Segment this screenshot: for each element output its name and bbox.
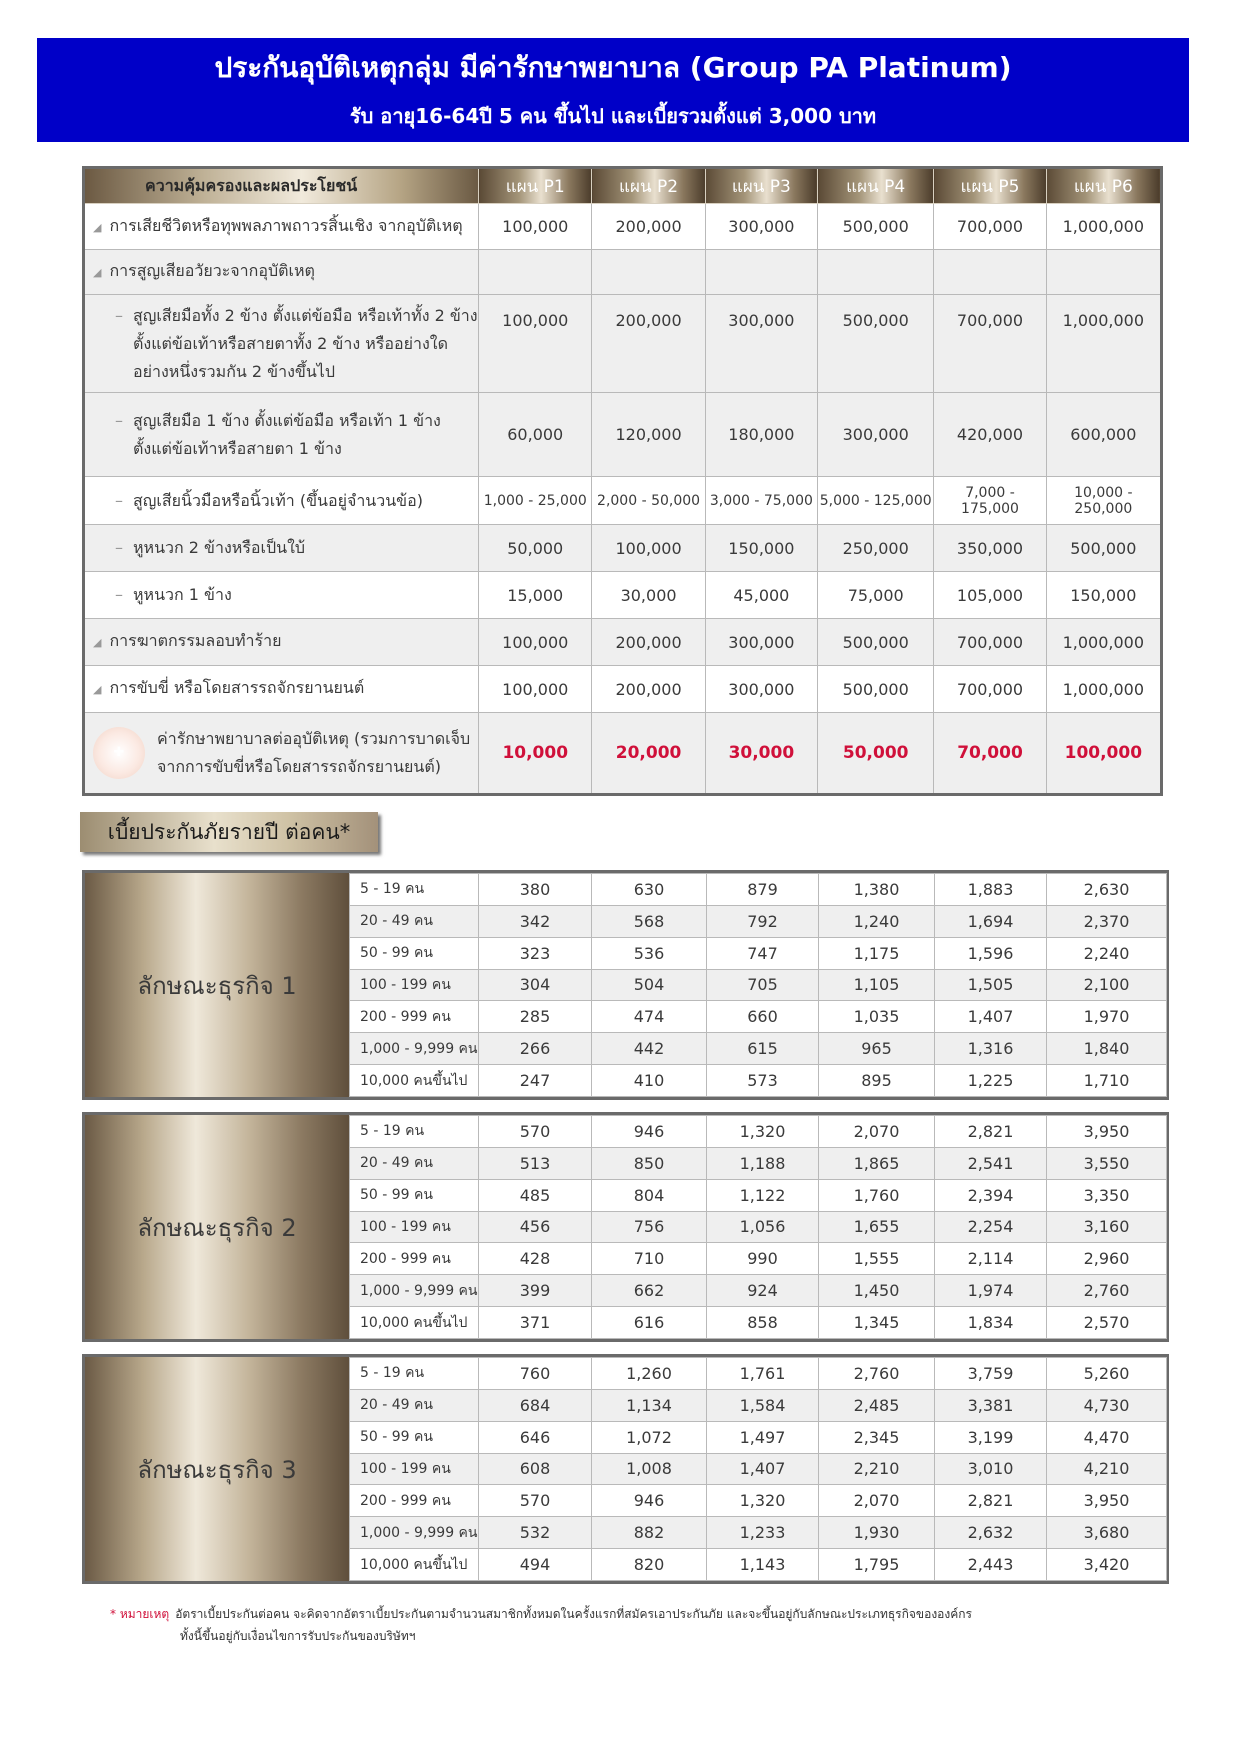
premium-cell: 1,105 — [819, 969, 935, 1001]
premium-cell: 1,694 — [935, 905, 1047, 937]
premium-cell: 858 — [707, 1307, 819, 1339]
premium-cell: 2,070 — [819, 1116, 935, 1148]
premium-cell: 3,420 — [1047, 1549, 1167, 1581]
premium-block-2 — [82, 1112, 1169, 1342]
premium-cell: 323 — [479, 937, 592, 969]
coverage-cell: 1,000,000 — [1046, 619, 1161, 666]
premium-table — [349, 1357, 1167, 1581]
coverage-cell: 600,000 — [1046, 393, 1161, 477]
premium-cell: 1,970 — [1047, 1001, 1167, 1033]
business-type-label: ลักษณะธุรกิจ 2 — [85, 1115, 349, 1339]
premium-cell: 1,316 — [935, 1033, 1047, 1065]
coverage-cell: 10,000 - 250,000 — [1046, 477, 1161, 525]
premium-cell: 616 — [592, 1307, 707, 1339]
premium-table — [349, 1115, 1167, 1339]
premium-cell: 2,100 — [1047, 969, 1167, 1001]
member-band-label: 50 - 99 คน — [350, 1421, 479, 1453]
coverage-cell: 1,000 - 25,000 — [479, 477, 592, 525]
premium-row — [350, 937, 1167, 969]
premium-cell: 2,070 — [819, 1485, 935, 1517]
plan-header: แผน P3 — [705, 168, 817, 204]
coverage-cell: 105,000 — [934, 572, 1046, 619]
coverage-cell: 180,000 — [705, 393, 817, 477]
premium-cell: 1,380 — [819, 874, 935, 906]
premium-cell: 1,710 — [1047, 1065, 1167, 1097]
footnote-marker: * หมายเหตุ — [110, 1607, 170, 1621]
coverage-header-label: ความคุ้มครองและผลประโยชน์ — [84, 168, 479, 204]
coverage-cell: 300,000 — [705, 204, 817, 250]
premium-cell: 608 — [479, 1453, 592, 1485]
premium-cell: 285 — [479, 1001, 592, 1033]
premium-cell: 1,122 — [707, 1179, 819, 1211]
premium-row — [350, 1549, 1167, 1581]
coverage-cell: 500,000 — [818, 619, 934, 666]
premium-cell: 568 — [592, 905, 707, 937]
coverage-label: หูหนวก 2 ข้างหรือเป็นใบ้ — [133, 538, 306, 557]
premium-cell: 247 — [479, 1065, 592, 1097]
premium-cell: 3,350 — [1047, 1179, 1167, 1211]
coverage-cell: 50,000 — [479, 525, 592, 572]
coverage-header-row — [84, 168, 1162, 204]
premium-cell: 1,008 — [592, 1453, 707, 1485]
premium-cell: 1,407 — [707, 1453, 819, 1485]
premium-cell: 630 — [592, 874, 707, 906]
premium-cell: 1,072 — [592, 1421, 707, 1453]
premium-cell: 946 — [592, 1116, 707, 1148]
premium-cell: 1,497 — [707, 1421, 819, 1453]
premium-cell: 3,550 — [1047, 1147, 1167, 1179]
premium-cell: 4,730 — [1047, 1389, 1167, 1421]
premium-cell: 879 — [707, 874, 819, 906]
premium-cell: 410 — [592, 1065, 707, 1097]
premium-cell: 1,795 — [819, 1549, 935, 1581]
coverage-cell — [934, 250, 1046, 295]
coverage-cell: 10,000 — [479, 713, 592, 795]
premium-cell: 2,570 — [1047, 1307, 1167, 1339]
premium-cell: 536 — [592, 937, 707, 969]
member-band-label: 10,000 คนขึ้นไป — [350, 1549, 479, 1581]
member-band-label: 200 - 999 คน — [350, 1485, 479, 1517]
premium-cell: 1,233 — [707, 1517, 819, 1549]
premium-cell: 485 — [479, 1179, 592, 1211]
premium-cell: 615 — [707, 1033, 819, 1065]
triangle-icon: ◢ — [93, 636, 102, 649]
premium-cell: 924 — [707, 1275, 819, 1307]
dash-icon: – — [115, 305, 123, 325]
coverage-cell: 350,000 — [934, 525, 1046, 572]
premium-cell: 1,761 — [707, 1358, 819, 1390]
premium-cell: 2,114 — [935, 1243, 1047, 1275]
dash-icon: – — [115, 585, 123, 604]
member-band-label: 100 - 199 คน — [350, 1453, 479, 1485]
coverage-cell: 1,000,000 — [1046, 295, 1161, 393]
premium-row — [350, 1211, 1167, 1243]
coverage-cell: 500,000 — [818, 666, 934, 713]
plan-header: แผน P1 — [479, 168, 592, 204]
coverage-label: การเสียชีวิตหรือทุพพลภาพถาวรสิ้นเชิง จากอุบัติเหตุ — [109, 215, 463, 235]
coverage-cell — [592, 250, 705, 295]
premium-cell: 3,950 — [1047, 1485, 1167, 1517]
premium-cell: 804 — [592, 1179, 707, 1211]
coverage-label: การสูญเสียอวัยวะจากอุบัติเหตุ — [109, 261, 315, 280]
member-band-label: 50 - 99 คน — [350, 937, 479, 969]
premium-cell: 494 — [479, 1549, 592, 1581]
coverage-cell: 700,000 — [934, 295, 1046, 393]
member-band-label: 5 - 19 คน — [350, 1358, 479, 1390]
premium-cell: 1,596 — [935, 937, 1047, 969]
plan-header: แผน P4 — [818, 168, 934, 204]
dash-icon: – — [115, 410, 123, 430]
coverage-cell: 3,000 - 75,000 — [705, 477, 817, 525]
coverage-cell: 100,000 — [1046, 713, 1161, 795]
coverage-cell: 45,000 — [705, 572, 817, 619]
business-type-label: ลักษณะธุรกิจ 3 — [85, 1357, 349, 1581]
premium-cell: 570 — [479, 1116, 592, 1148]
premium-cell: 1,345 — [819, 1307, 935, 1339]
plan-header: แผน P2 — [592, 168, 705, 204]
coverage-label: สูญเสียนิ้วมือหรือนิ้วเท้า (ขึ้นอยู่จำนวนข้อ) — [133, 490, 423, 510]
coverage-cell: 5,000 - 125,000 — [818, 477, 934, 525]
member-band-label: 10,000 คนขึ้นไป — [350, 1065, 479, 1097]
premium-cell: 1,505 — [935, 969, 1047, 1001]
premium-cell: 1,260 — [592, 1358, 707, 1390]
premium-cell: 1,883 — [935, 874, 1047, 906]
footnote — [110, 1603, 972, 1647]
premium-cell: 371 — [479, 1307, 592, 1339]
premium-cell: 456 — [479, 1211, 592, 1243]
premium-cell: 266 — [479, 1033, 592, 1065]
premium-cell: 3,759 — [935, 1358, 1047, 1390]
coverage-label: การขับขี่ หรือโดยสารรถจักรยานยนต์ — [109, 678, 365, 697]
premium-cell: 474 — [592, 1001, 707, 1033]
premium-cell: 5,260 — [1047, 1358, 1167, 1390]
premium-cell: 2,821 — [935, 1116, 1047, 1148]
premium-cell: 442 — [592, 1033, 707, 1065]
premium-cell: 2,541 — [935, 1147, 1047, 1179]
premium-cell: 2,345 — [819, 1421, 935, 1453]
coverage-cell: 60,000 — [479, 393, 592, 477]
member-band-label: 10,000 คนขึ้นไป — [350, 1307, 479, 1339]
premium-row — [350, 1033, 1167, 1065]
coverage-cell: 500,000 — [818, 295, 934, 393]
premium-cell: 532 — [479, 1517, 592, 1549]
premium-cell: 428 — [479, 1243, 592, 1275]
premium-cell: 1,930 — [819, 1517, 935, 1549]
coverage-cell: 20,000 — [592, 713, 705, 795]
premium-cell: 660 — [707, 1001, 819, 1033]
premium-row — [350, 905, 1167, 937]
member-band-label: 1,000 - 9,999 คน — [350, 1517, 479, 1549]
premium-cell: 2,485 — [819, 1389, 935, 1421]
premium-cell: 1,035 — [819, 1001, 935, 1033]
premium-cell: 3,381 — [935, 1389, 1047, 1421]
coverage-cell: 700,000 — [934, 666, 1046, 713]
dash-icon: – — [115, 538, 123, 557]
coverage-cell: 200,000 — [592, 204, 705, 250]
coverage-label: การฆาตกรรมลอบทำร้าย — [109, 631, 282, 650]
premium-cell: 380 — [479, 874, 592, 906]
premium-cell: 2,630 — [1047, 874, 1167, 906]
coverage-row — [84, 572, 1162, 619]
coverage-row — [84, 713, 1162, 795]
premium-cell: 2,821 — [935, 1485, 1047, 1517]
coverage-cell: 250,000 — [818, 525, 934, 572]
member-band-label: 100 - 199 คน — [350, 1211, 479, 1243]
member-band-label: 50 - 99 คน — [350, 1179, 479, 1211]
premium-cell: 882 — [592, 1517, 707, 1549]
premium-row — [350, 1179, 1167, 1211]
coverage-cell: 2,000 - 50,000 — [592, 477, 705, 525]
premium-cell: 2,960 — [1047, 1243, 1167, 1275]
coverage-label: หูหนวก 1 ข้าง — [133, 585, 232, 604]
coverage-row — [84, 393, 1162, 477]
coverage-cell: 100,000 — [479, 666, 592, 713]
coverage-cell: 200,000 — [592, 295, 705, 393]
business-type-label: ลักษณะธุรกิจ 1 — [85, 873, 349, 1097]
coverage-cell: 150,000 — [1046, 572, 1161, 619]
coverage-row — [84, 204, 1162, 250]
coverage-cell — [1046, 250, 1161, 295]
premium-cell: 570 — [479, 1485, 592, 1517]
coverage-cell — [818, 250, 934, 295]
premium-cell: 3,010 — [935, 1453, 1047, 1485]
premium-cell: 4,210 — [1047, 1453, 1167, 1485]
premium-row — [350, 1389, 1167, 1421]
coverage-cell: 300,000 — [705, 666, 817, 713]
medical-icon: ✚ — [93, 727, 145, 779]
premium-row — [350, 1275, 1167, 1307]
premium-cell: 4,470 — [1047, 1421, 1167, 1453]
coverage-cell: 700,000 — [934, 204, 1046, 250]
premium-cell: 504 — [592, 969, 707, 1001]
premium-cell: 990 — [707, 1243, 819, 1275]
premium-row — [350, 1517, 1167, 1549]
premium-cell: 573 — [707, 1065, 819, 1097]
footnote-line-1: อัตราเบี้ยประกันต่อคน จะคิดจากอัตราเบี้ยประกันตามจำนวนสมาชิกทั้งหมดในครั้งแรกที่สมัครเอาประกันภัย และจะขึ้นอยู่กับลักษณะประเภทธุรกิจขององค์กร — [175, 1607, 972, 1621]
premium-cell: 3,950 — [1047, 1116, 1167, 1148]
premium-cell: 2,370 — [1047, 905, 1167, 937]
premium-cell: 1,225 — [935, 1065, 1047, 1097]
premium-cell: 3,680 — [1047, 1517, 1167, 1549]
coverage-cell: 7,000 - 175,000 — [934, 477, 1046, 525]
member-band-label: 200 - 999 คน — [350, 1243, 479, 1275]
premium-cell: 1,450 — [819, 1275, 935, 1307]
premium-cell: 399 — [479, 1275, 592, 1307]
premium-cell: 1,134 — [592, 1389, 707, 1421]
premium-cell: 2,240 — [1047, 937, 1167, 969]
member-band-label: 1,000 - 9,999 คน — [350, 1033, 479, 1065]
premium-section-title: เบี้ยประกันภัยรายปี ต่อคน* — [80, 812, 378, 852]
plan-header: แผน P5 — [934, 168, 1046, 204]
premium-cell: 1,760 — [819, 1179, 935, 1211]
premium-cell: 2,443 — [935, 1549, 1047, 1581]
triangle-icon: ◢ — [93, 266, 102, 279]
premium-cell: 342 — [479, 905, 592, 937]
premium-row — [350, 969, 1167, 1001]
premium-table — [349, 873, 1167, 1097]
member-band-label: 100 - 199 คน — [350, 969, 479, 1001]
coverage-cell: 300,000 — [705, 295, 817, 393]
premium-cell: 3,199 — [935, 1421, 1047, 1453]
premium-cell: 1,240 — [819, 905, 935, 937]
page-title: ประกันอุบัติเหตุกลุ่ม มีค่ารักษาพยาบาล (Group PA Platinum) — [214, 51, 1012, 84]
premium-cell: 684 — [479, 1389, 592, 1421]
coverage-cell: 100,000 — [479, 295, 592, 393]
premium-cell: 792 — [707, 905, 819, 937]
coverage-cell: 100,000 — [592, 525, 705, 572]
premium-row — [350, 874, 1167, 906]
coverage-row — [84, 250, 1162, 295]
premium-cell: 965 — [819, 1033, 935, 1065]
member-band-label: 20 - 49 คน — [350, 1389, 479, 1421]
member-band-label: 5 - 19 คน — [350, 1116, 479, 1148]
premium-cell: 1,407 — [935, 1001, 1047, 1033]
title-banner — [37, 38, 1189, 142]
premium-cell: 895 — [819, 1065, 935, 1097]
premium-cell: 710 — [592, 1243, 707, 1275]
page-subtitle: รับ อายุ16-64ปี 5 คน ขึ้นไป และเบี้ยรวมตั้งแต่ 3,000 บาท — [349, 104, 877, 128]
premium-cell: 2,632 — [935, 1517, 1047, 1549]
premium-cell: 1,320 — [707, 1116, 819, 1148]
coverage-cell: 1,000,000 — [1046, 666, 1161, 713]
premium-row — [350, 1453, 1167, 1485]
coverage-cell: 300,000 — [818, 393, 934, 477]
member-band-label: 20 - 49 คน — [350, 1147, 479, 1179]
premium-cell: 1,056 — [707, 1211, 819, 1243]
coverage-cell: 500,000 — [818, 204, 934, 250]
premium-row — [350, 1485, 1167, 1517]
premium-cell: 1,974 — [935, 1275, 1047, 1307]
member-band-label: 1,000 - 9,999 คน — [350, 1275, 479, 1307]
premium-cell: 760 — [479, 1358, 592, 1390]
coverage-cell: 150,000 — [705, 525, 817, 572]
premium-cell: 756 — [592, 1211, 707, 1243]
premium-cell: 1,143 — [707, 1549, 819, 1581]
coverage-row — [84, 666, 1162, 713]
premium-row — [350, 1421, 1167, 1453]
member-band-label: 20 - 49 คน — [350, 905, 479, 937]
coverage-cell: 700,000 — [934, 619, 1046, 666]
coverage-cell: 300,000 — [705, 619, 817, 666]
premium-cell: 1,188 — [707, 1147, 819, 1179]
premium-cell: 513 — [479, 1147, 592, 1179]
coverage-table — [82, 166, 1163, 796]
coverage-row — [84, 295, 1162, 393]
premium-cell: 646 — [479, 1421, 592, 1453]
premium-cell: 820 — [592, 1549, 707, 1581]
premium-row — [350, 1116, 1167, 1148]
premium-cell: 1,840 — [1047, 1033, 1167, 1065]
premium-cell: 2,394 — [935, 1179, 1047, 1211]
coverage-cell — [479, 250, 592, 295]
coverage-row — [84, 619, 1162, 666]
premium-cell: 705 — [707, 969, 819, 1001]
coverage-label: ค่ารักษาพยาบาลต่ออุบัติเหตุ (รวมการบาดเจ็บ จากการขับขี่หรือโดยสารรถจักรยานยนต์) — [157, 729, 471, 776]
premium-cell: 662 — [592, 1275, 707, 1307]
member-band-label: 200 - 999 คน — [350, 1001, 479, 1033]
coverage-cell: 30,000 — [705, 713, 817, 795]
premium-block-3 — [82, 1354, 1169, 1584]
triangle-icon: ◢ — [93, 220, 102, 234]
coverage-cell: 100,000 — [479, 619, 592, 666]
dash-icon: – — [115, 490, 123, 510]
premium-cell: 1,555 — [819, 1243, 935, 1275]
coverage-cell: 30,000 — [592, 572, 705, 619]
premium-row — [350, 1243, 1167, 1275]
premium-cell: 747 — [707, 937, 819, 969]
coverage-cell: 50,000 — [818, 713, 934, 795]
premium-cell: 850 — [592, 1147, 707, 1179]
premium-row — [350, 1065, 1167, 1097]
coverage-cell: 75,000 — [818, 572, 934, 619]
coverage-cell: 420,000 — [934, 393, 1046, 477]
coverage-cell: 1,000,000 — [1046, 204, 1161, 250]
premium-cell: 2,254 — [935, 1211, 1047, 1243]
premium-block-1 — [82, 870, 1169, 1100]
premium-cell: 1,655 — [819, 1211, 935, 1243]
coverage-row — [84, 477, 1162, 525]
premium-cell: 1,865 — [819, 1147, 935, 1179]
coverage-cell: 200,000 — [592, 666, 705, 713]
premium-cell: 2,760 — [1047, 1275, 1167, 1307]
coverage-cell: 15,000 — [479, 572, 592, 619]
plan-header: แผน P6 — [1046, 168, 1161, 204]
premium-cell: 946 — [592, 1485, 707, 1517]
coverage-cell: 200,000 — [592, 619, 705, 666]
premium-cell: 2,210 — [819, 1453, 935, 1485]
footnote-line-2: ทั้งนี้ขึ้นอยู่กับเงื่อนไขการรับประกันของบริษัทฯ — [180, 1629, 416, 1643]
premium-row — [350, 1001, 1167, 1033]
coverage-row — [84, 525, 1162, 572]
premium-row — [350, 1147, 1167, 1179]
premium-cell: 1,175 — [819, 937, 935, 969]
coverage-cell: 120,000 — [592, 393, 705, 477]
coverage-cell — [705, 250, 817, 295]
coverage-label: สูญเสียมือทั้ง 2 ข้าง ตั้งแต่ข้อมือ หรือเท้าทั้ง 2 ข้าง ตั้งแต่ข้อเท้าหรือสายตาทั้ง 2 ข้าง หรืออย่างใด อย่างหนึ่งรวมกัน 2 ข้างขึ้นไป — [133, 305, 478, 381]
premium-cell: 1,320 — [707, 1485, 819, 1517]
premium-cell: 3,160 — [1047, 1211, 1167, 1243]
premium-cell: 1,584 — [707, 1389, 819, 1421]
premium-cell: 304 — [479, 969, 592, 1001]
premium-row — [350, 1358, 1167, 1390]
coverage-cell: 70,000 — [934, 713, 1046, 795]
triangle-icon: ◢ — [93, 683, 102, 696]
coverage-label: สูญเสียมือ 1 ข้าง ตั้งแต่ข้อมือ หรือเท้า 1 ข้าง ตั้งแต่ข้อเท้าหรือสายตา 1 ข้าง — [133, 410, 441, 458]
coverage-cell: 500,000 — [1046, 525, 1161, 572]
premium-cell: 2,760 — [819, 1358, 935, 1390]
premium-cell: 1,834 — [935, 1307, 1047, 1339]
member-band-label: 5 - 19 คน — [350, 874, 479, 906]
premium-row — [350, 1307, 1167, 1339]
coverage-cell: 100,000 — [479, 204, 592, 250]
